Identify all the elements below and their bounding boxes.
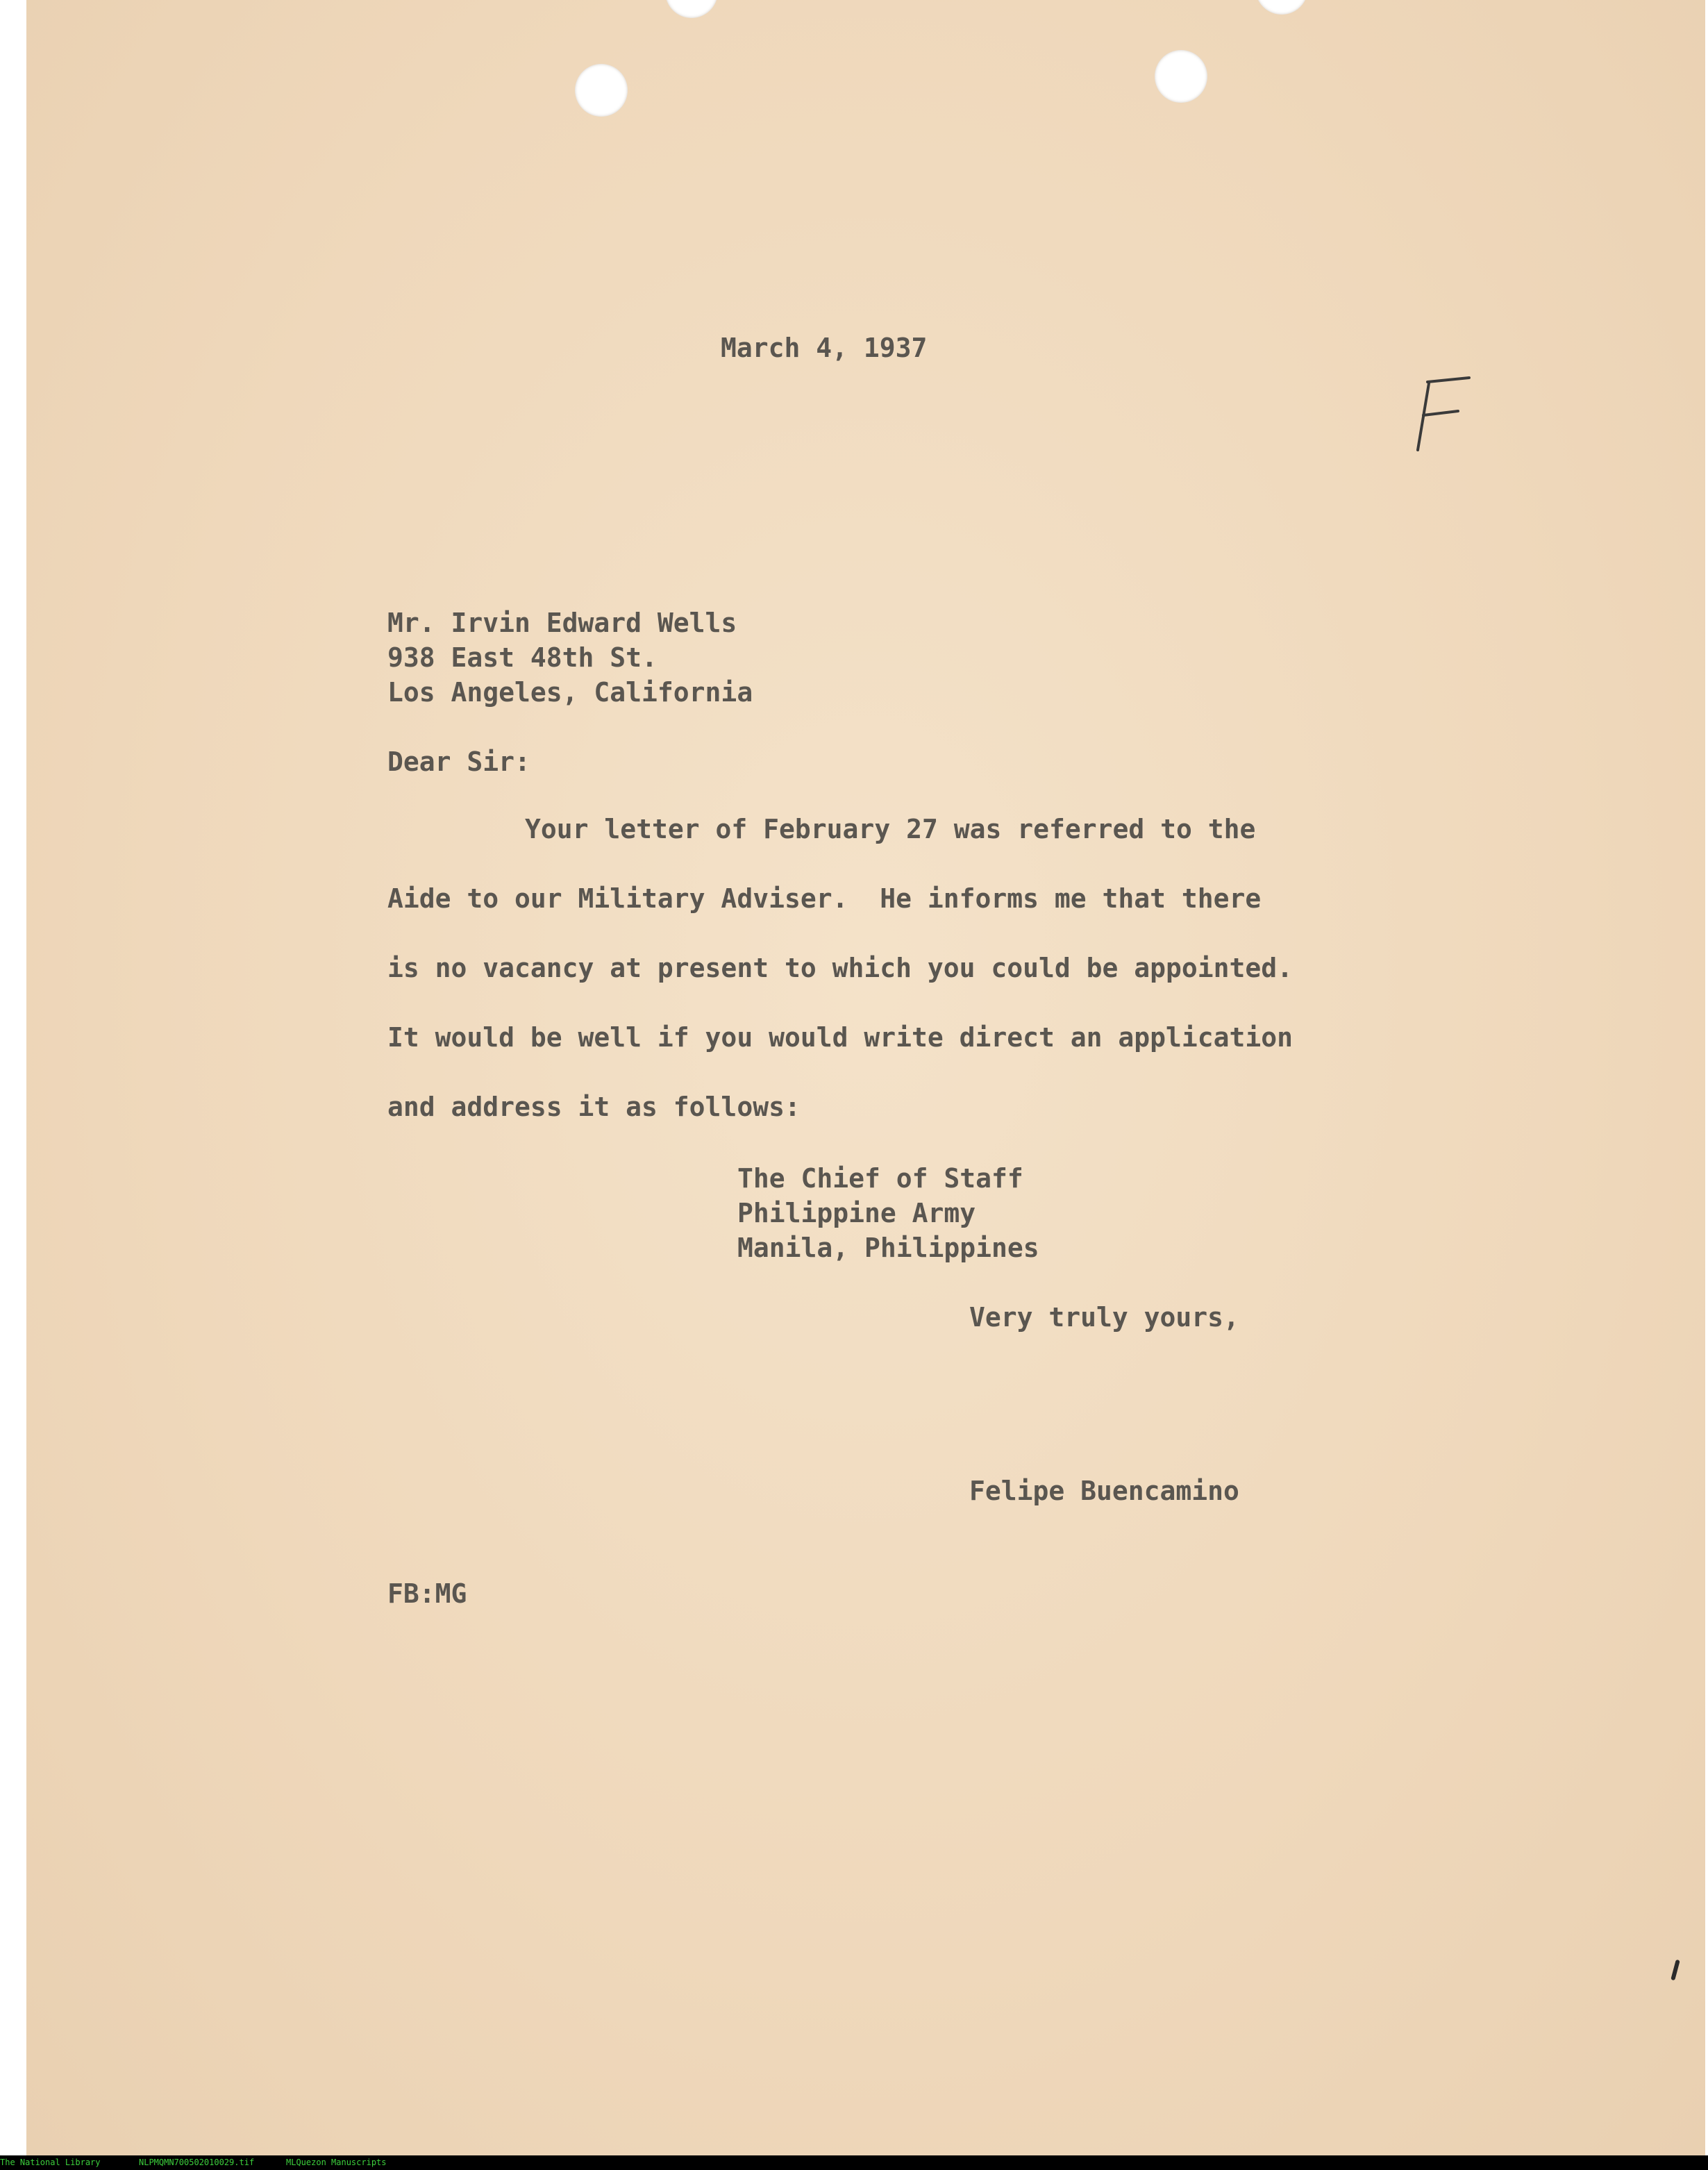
punch-hole-right	[1155, 50, 1207, 103]
recipient-city: Los Angeles, California	[387, 677, 753, 708]
address-block-line1: The Chief of Staff	[737, 1163, 1023, 1194]
body-line: Aide to our Military Adviser. He informs me that there	[387, 883, 1262, 914]
typist-initials: FB:MG	[387, 1578, 467, 1609]
address-block-line3: Manila, Philippines	[737, 1233, 1039, 1263]
footer-collection: MLQuezon Manuscripts	[286, 2158, 387, 2167]
signature-name: Felipe Buencamino	[969, 1476, 1239, 1506]
address-block-line2: Philippine Army	[737, 1198, 976, 1228]
letter-page	[26, 0, 1705, 2155]
file-mark-f	[1408, 375, 1484, 458]
scan-footer	[0, 2155, 1708, 2170]
body-line: and address it as follows:	[387, 1092, 801, 1122]
body-line: It would be well if you would write direct an application	[387, 1022, 1293, 1053]
pencil-mark	[1671, 1960, 1680, 1981]
punch-hole-top-left-partial	[665, 0, 718, 18]
body-line: Your letter of February 27 was referred to the	[525, 814, 1256, 844]
footer-library: The National Library	[0, 2158, 101, 2167]
recipient-name: Mr. Irvin Edward Wells	[387, 608, 737, 638]
letter-date: March 4, 1937	[721, 333, 928, 363]
salutation: Dear Sir:	[387, 746, 530, 777]
punch-hole-left	[575, 64, 628, 117]
body-line: is no vacancy at present to which you could be appointed.	[387, 953, 1293, 983]
recipient-street: 938 East 48th St.	[387, 642, 658, 673]
footer-filename: NLPMQMN700502010029.tif	[139, 2158, 255, 2167]
closing: Very truly yours,	[969, 1302, 1239, 1333]
punch-hole-top-right-partial	[1255, 0, 1308, 15]
